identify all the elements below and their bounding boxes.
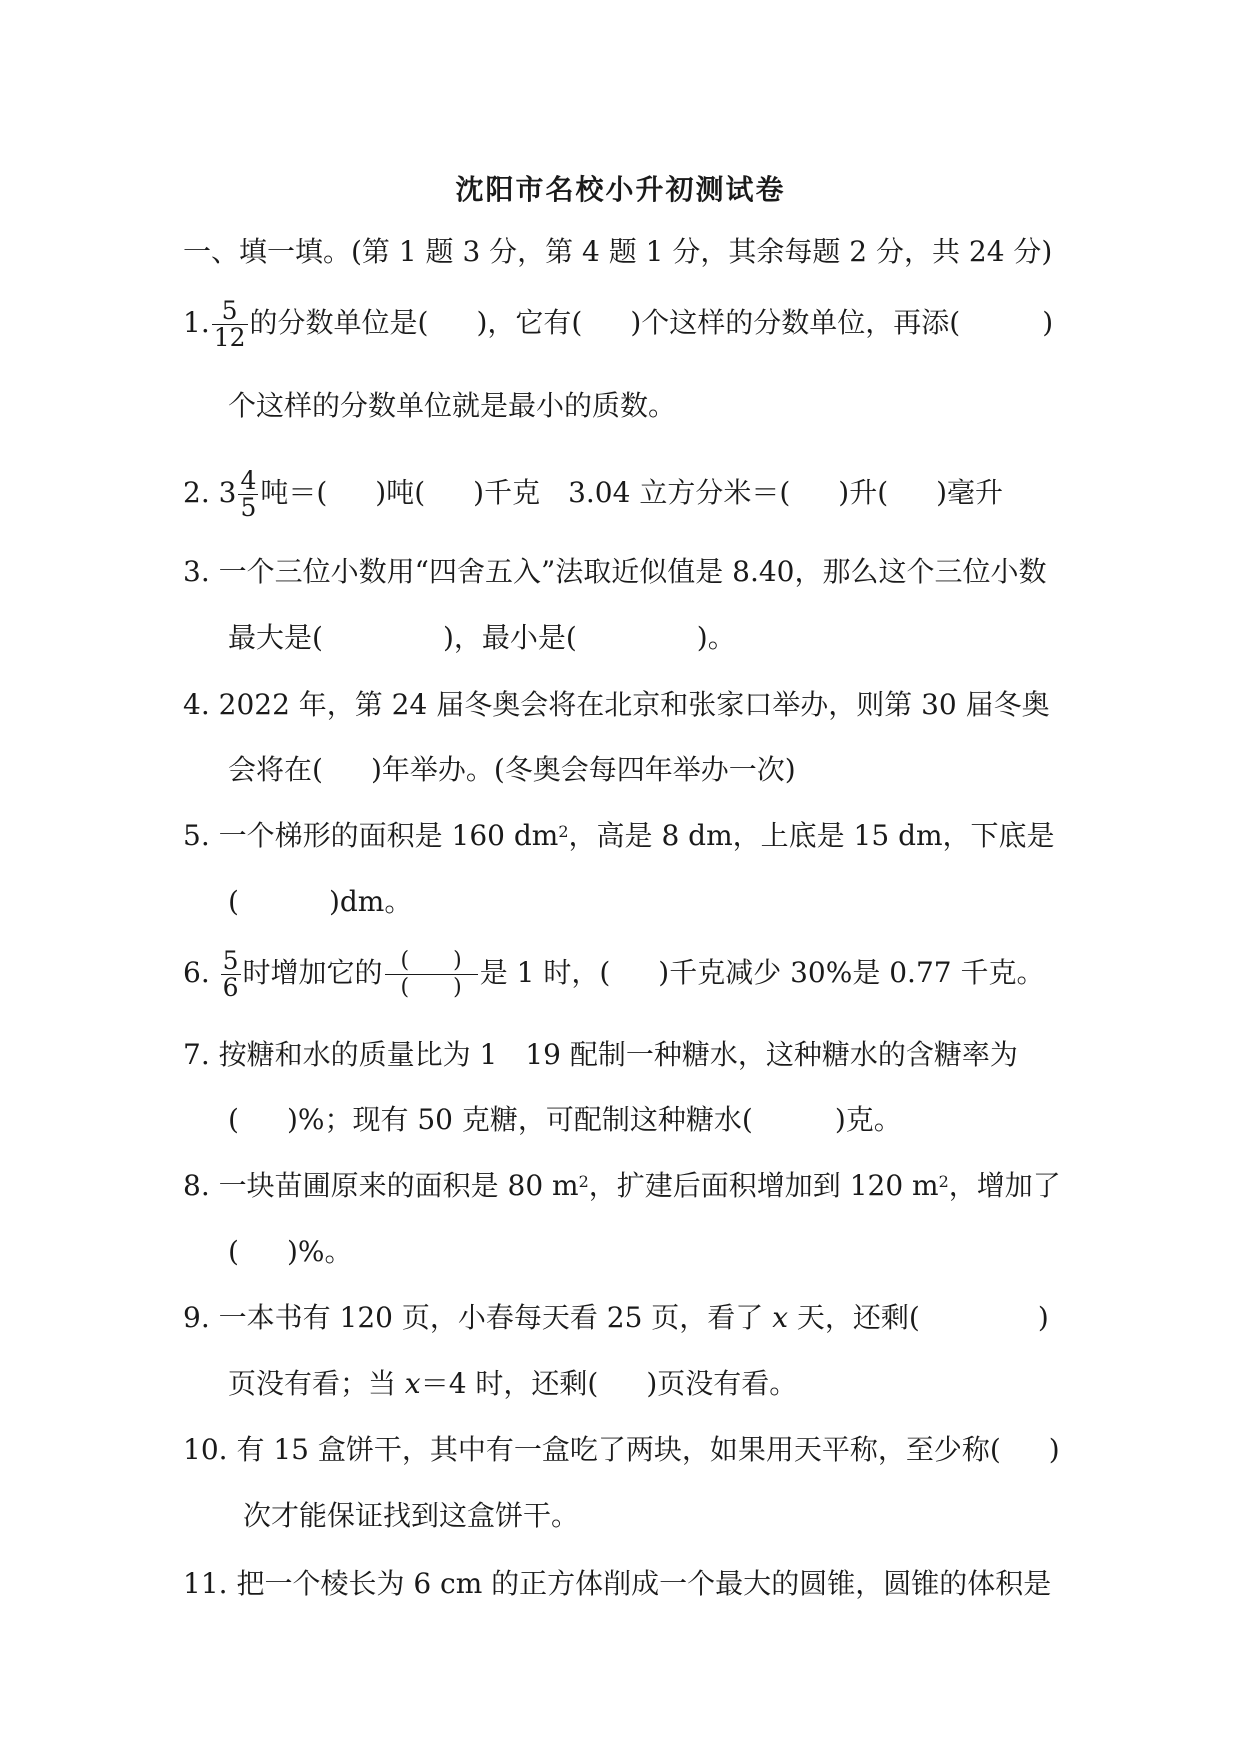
question-5-line-2 <box>228 882 412 922</box>
text: )千克减少 30%是 0.77 千克。 <box>658 956 1045 989</box>
question-6 <box>183 948 1044 1001</box>
question-8 <box>183 1166 1061 1206</box>
superscript: 2 <box>578 1172 589 1191</box>
question-number: 1. <box>183 306 210 339</box>
text: 页没有看；当 <box>228 1367 405 1400</box>
text: 最大是( <box>228 621 323 654</box>
text: )个这样的分数单位，再添( <box>630 306 961 339</box>
fraction <box>238 468 258 521</box>
question-number: 4. <box>183 688 210 721</box>
text: )页没有看。 <box>646 1367 798 1400</box>
question-1 <box>183 298 1053 351</box>
text: 时增加它的 <box>242 956 383 989</box>
question-number: 5. <box>183 819 210 852</box>
question-number: 8. <box>183 1169 210 1202</box>
text: )吨( <box>375 476 426 509</box>
text: 个这样的分数单位就是最小的质数。 <box>228 389 677 422</box>
text: 会将在( <box>228 753 323 786</box>
text: ，高是 8 dm，上底是 15 dm，下底是 <box>568 819 1055 852</box>
fraction-denominator-blank[interactable]: ( ) <box>400 975 462 1000</box>
question-7 <box>183 1035 1018 1075</box>
text: 天，还剩( <box>788 1301 920 1334</box>
text: 有 15 盒饼干，其中有一盒吃了两块，如果用天平称，至少称( <box>236 1433 1001 1466</box>
question-number: 6. <box>183 956 210 989</box>
question-number: 10. <box>183 1433 228 1466</box>
fraction-numerator: 5 <box>212 298 248 325</box>
text: )克。 <box>834 1103 902 1136</box>
question-9 <box>183 1298 1049 1338</box>
question-10 <box>183 1430 1060 1470</box>
question-number: 7. <box>183 1038 210 1071</box>
fraction-denominator: 5 <box>240 493 257 522</box>
superscript: 2 <box>938 1172 949 1191</box>
text: )，它有( <box>476 306 583 339</box>
question-1-line-2 <box>228 386 676 426</box>
text: )毫升 <box>936 476 1004 509</box>
blank-fraction[interactable] <box>385 948 478 1001</box>
text: ) <box>1042 306 1054 339</box>
text: )dm。 <box>328 885 413 918</box>
text: )千克 <box>473 476 541 509</box>
question-10-line-2 <box>243 1496 579 1536</box>
question-number: 11. <box>183 1567 228 1600</box>
question-4 <box>183 685 1050 725</box>
text: )%。 <box>286 1235 353 1268</box>
text: ( <box>228 1235 239 1268</box>
text: 一本书有 120 页，小春每天看 25 页，看了 <box>218 1301 773 1334</box>
text: 一个三位小数用“四舍五入”法取近似值是 8.40，那么这个三位小数 <box>218 555 1047 588</box>
question-3-line-2 <box>228 618 736 658</box>
variable: x <box>404 1367 421 1400</box>
text: ＝4 时，还剩( <box>420 1367 599 1400</box>
text: )年举办。(冬奥会每四年举办一次) <box>370 753 796 786</box>
fraction <box>221 948 241 1001</box>
question-4-line-2 <box>228 750 796 790</box>
page-title: 沈阳市名校小升初测试卷 <box>455 173 786 206</box>
question-8-line-2 <box>228 1232 352 1272</box>
question-2 <box>183 468 1003 521</box>
text: ，增加了 <box>948 1169 1061 1202</box>
question-11 <box>183 1564 1051 1604</box>
text: 是 1 时，( <box>479 956 611 989</box>
fraction-denominator: 6 <box>222 973 239 1002</box>
section-heading-text: 一、填一填。(第 1 题 3 分，第 4 题 1 分，其余每题 2 分，共 24 分) <box>183 235 1053 268</box>
text: ) <box>1048 1433 1060 1466</box>
text: 一个梯形的面积是 160 dm <box>218 819 559 852</box>
text: 3.04 立方分米＝( <box>568 476 791 509</box>
section-heading <box>183 232 1052 272</box>
text: ( <box>228 1103 239 1136</box>
text: 按糖和水的质量比为 1 19 配制一种糖水，这种糖水的含糖率为 <box>218 1038 1018 1071</box>
text: ) <box>1037 1301 1049 1334</box>
superscript: 2 <box>558 822 569 841</box>
fraction <box>212 298 248 351</box>
text: ，扩建后面积增加到 120 m <box>588 1169 939 1202</box>
question-number: 9. <box>183 1301 210 1334</box>
question-3 <box>183 552 1047 592</box>
text: 吨＝( <box>260 476 328 509</box>
question-number: 2. <box>183 476 210 509</box>
question-9-line-2 <box>228 1364 797 1404</box>
text: 次才能保证找到这盒饼干。 <box>243 1499 580 1532</box>
text: )升( <box>838 476 889 509</box>
variable: x <box>772 1301 788 1334</box>
question-7-line-2 <box>228 1100 902 1140</box>
question-number: 3. <box>183 555 210 588</box>
fraction-denominator: 12 <box>213 323 246 352</box>
text: )。 <box>696 621 736 654</box>
fraction-numerator: 4 <box>240 466 257 495</box>
text: )，最小是( <box>442 621 577 654</box>
text: )%；现有 50 克糖，可配制这种糖水( <box>286 1103 753 1136</box>
mixed-number-whole: 3 <box>218 476 237 509</box>
question-5 <box>183 816 1055 856</box>
text: 一块苗圃原来的面积是 80 m <box>218 1169 579 1202</box>
text: 2022 年，第 24 届冬奥会将在北京和张家口举办，则第 30 届冬奥 <box>218 688 1050 721</box>
text: 的分数单位是( <box>249 306 429 339</box>
fraction-numerator: 5 <box>222 946 239 975</box>
text: ( <box>228 885 239 918</box>
text: 把一个棱长为 6 cm 的正方体削成一个最大的圆锥，圆锥的体积是 <box>236 1567 1052 1600</box>
fraction-numerator-blank[interactable]: ( ) <box>385 948 478 975</box>
